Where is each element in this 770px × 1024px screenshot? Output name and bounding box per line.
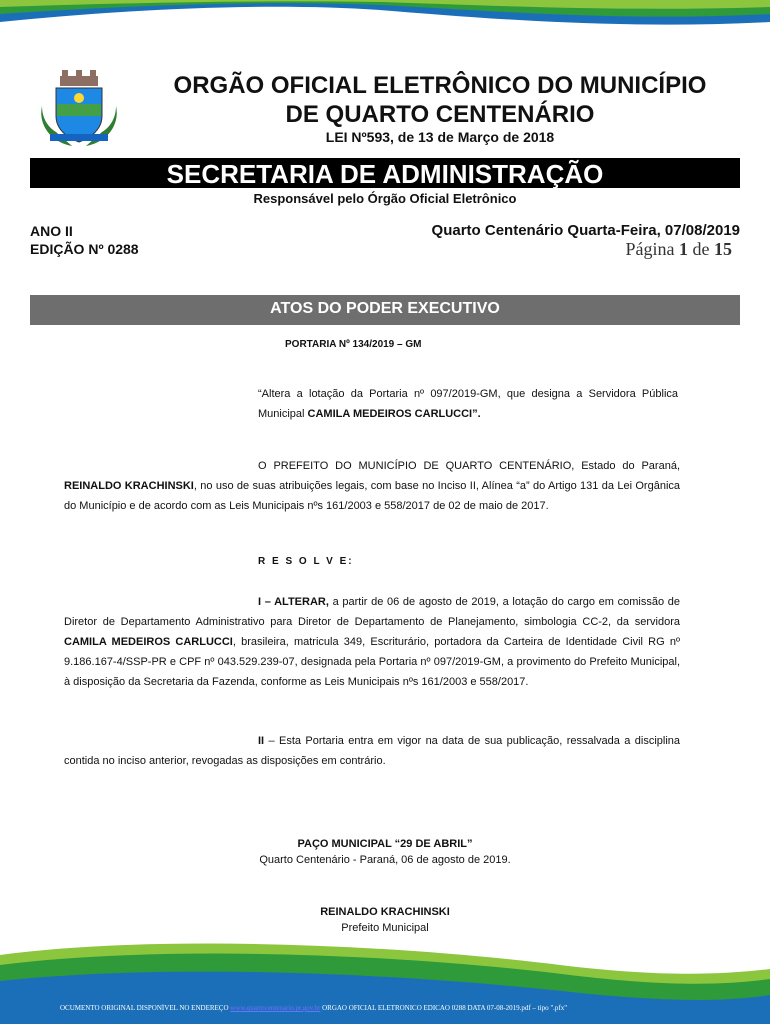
- paco-title: PAÇO MUNICIPAL “29 DE ABRIL”: [297, 838, 473, 850]
- portaria-number: PORTARIA Nº 134/2019 – GM: [285, 339, 422, 350]
- page-indicator: [626, 239, 733, 260]
- section-title: ATOS DO PODER EXECUTIVO: [270, 300, 500, 317]
- secretaria-banner: SECRETARIA DE ADMINISTRAÇÃO: [30, 158, 740, 188]
- header-wave: [0, 0, 770, 60]
- signature-block: [30, 904, 740, 936]
- article-1-label: I – ALTERAR,: [258, 596, 329, 608]
- article-2-label: II: [258, 735, 265, 747]
- article-2: [64, 731, 680, 771]
- page-number: 1: [679, 239, 688, 259]
- header-title-line1: ORGÃO OFICIAL ELETRÔNICO DO MUNICÍPIO: [173, 72, 707, 99]
- preamble-text: O PREFEITO DO MUNICÍPIO DE QUARTO CENTENÁRIO, Estado do Paraná,: [258, 460, 680, 472]
- ementa: [258, 384, 678, 424]
- ano-label: ANO II: [30, 223, 73, 239]
- signer-name: REINALDO KRACHINSKI: [320, 906, 450, 918]
- page-label: Página: [625, 239, 675, 259]
- footer-link[interactable]: www.quartocentenario.pr.gov.br: [230, 1004, 321, 1012]
- municipal-crest-icon: [34, 66, 124, 150]
- article-1: [64, 592, 680, 692]
- ementa-text: “Altera a lotação da Portaria nº 097/2019-GM, que designa a Servidora Pública Municipal: [258, 388, 678, 420]
- page-of: de: [692, 239, 710, 259]
- mayor-name: REINALDO KRACHINSKI: [64, 480, 194, 492]
- footer-text: OCUMENTO ORIGINAL DISPONÍVEL NO ENDEREÇO: [60, 1004, 231, 1012]
- edicao-label: EDIÇÃO Nº 0288: [30, 241, 139, 257]
- article-1-text: a partir de 06 de agosto de 2019, a lotação do cargo em comissão de Diretor de Departamento Administrativo para Diretor de Departamento de Planejamento, simbologia CC-2, da servidora: [64, 596, 680, 628]
- preamble-paragraph: [64, 456, 680, 516]
- paco-place-date: Quarto Centenário - Paraná, 06 de agosto de 2019.: [259, 854, 511, 866]
- responsavel-line: Responsável pelo Órgão Oficial Eletrônico: [253, 191, 517, 206]
- article-1-name: CAMILA MEDEIROS CARLUCCI: [64, 636, 233, 648]
- resolve-heading: R E S O L V E:: [258, 556, 354, 567]
- preamble-rest: , no uso de suas atribuições legais, com base no Inciso II, Alínea “a” do Artigo 131 da Lei Orgânica do Município e de acordo com as Leis Municipais nºs 161/2003 e 558/2017 de 02 de maio de 2017.: [64, 480, 681, 512]
- signer-role: Prefeito Municipal: [341, 922, 429, 934]
- page-total: 15: [714, 239, 732, 259]
- paco-block: [30, 836, 740, 868]
- article-2-text: – Esta Portaria entra em vigor na data de sua publicação, ressalvada a disciplina contida no inciso anterior, revogadas as disposições em contrário.: [64, 735, 680, 767]
- date-line: Quarto Centenário Quarta-Feira, 07/08/2019: [431, 222, 740, 239]
- edition-info: [30, 222, 139, 258]
- ementa-end: ”.: [472, 408, 481, 420]
- ementa-name: CAMILA MEDEIROS CARLUCCI: [307, 408, 473, 420]
- header-title-line2: DE QUARTO CENTENÁRIO: [285, 101, 595, 128]
- header-law: LEI Nº593, de 13 de Março de 2018: [325, 129, 555, 145]
- footer-note: [60, 1004, 720, 1012]
- article-1-rest: , brasileira, matricula 349, Escriturário, portadora da Carteira de Identidade Civil RG nº 9.186.167-4/SSP-PR e CPF nº 043.529.239-07, designada pela Portaria nº 097/2019-GM, a provimento do Prefeito Municipal, à disposição da Secretaria da Fazenda, conforme as Leis Municipais nºs 161/2003 e 558/2017.: [64, 636, 680, 688]
- footer-rest: ORGAO OFICIAL ELETRONICO EDICAO 0288 DATA 07-08-2019.pdf – tipo ".pfx": [320, 1004, 568, 1012]
